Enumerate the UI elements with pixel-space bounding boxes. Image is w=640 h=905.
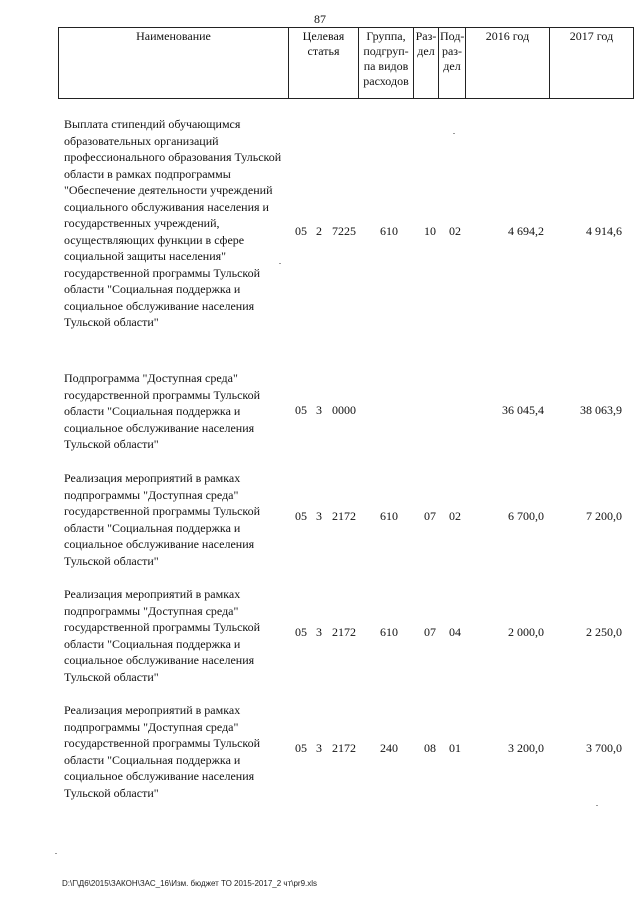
target-code-subprogram: 3 [316,741,322,755]
row-name: Реализация мероприятий в рамках подпрограммы "Доступная среда" государственной программы Тульской области "Социальная поддержка и социальное обслуживание населения Тульской области" [64,587,261,684]
target-code-subprogram: 2 [316,224,322,238]
value-2016: 2 000,0 [508,625,544,639]
page-number: 87 [314,12,326,26]
target-code-program: 05 [295,224,307,238]
row-name: Реализация мероприятий в рамках подпрограммы "Доступная среда" государственной программы Тульской области "Социальная поддержка и социальное обслуживание населения Тульской области" [64,703,261,800]
header-subsection: Под-раз-дел [439,28,466,99]
value-2017: 4 914,6 [586,224,622,238]
row-name: Реализация мероприятий в рамках подпрограммы "Доступная среда" государственной программы Тульской области "Социальная поддержка и социальное обслуживание населения Тульской области" [64,471,261,568]
expense-group: 610 [380,224,398,238]
section-code: 07 [424,625,436,639]
table-header [58,27,634,99]
target-code-direction: 0000 [332,403,356,417]
header-name: Наименование [59,28,289,99]
target-code-subprogram: 3 [316,625,322,639]
target-code-program: 05 [295,741,307,755]
scan-speck [453,133,455,134]
value-2016: 6 700,0 [508,509,544,523]
subsection-code: 02 [449,509,461,523]
target-code-direction: 2172 [332,509,356,523]
value-2016: 4 694,2 [508,224,544,238]
target-code-program: 05 [295,509,307,523]
target-code-subprogram: 3 [316,403,322,417]
value-2017: 7 200,0 [586,509,622,523]
header-year-2017: 2017 год [550,28,634,99]
target-code-program: 05 [295,625,307,639]
scan-speck [279,263,281,264]
section-code: 07 [424,509,436,523]
header-section: Раз-дел [414,28,439,99]
scan-speck [596,805,598,806]
row-name: Выплата стипендий обучающимся образовательных организаций профессионального образования Тульской области в рамках подпрограммы "Обеспечение деятельности учреждений социального обслуживания населения и государственных учреждений, осуществляющих функции в сфере социальной защиты населения" государственной программы Тульской области "Социальная поддержка и социальное обслуживание населения Тульской области" [64,117,282,329]
header-expense-group: Группа, подгруп-па видов расходов [359,28,414,99]
value-2017: 38 063,9 [580,403,622,417]
header-year-2016: 2016 год [466,28,550,99]
expense-group: 610 [380,509,398,523]
expense-group: 610 [380,625,398,639]
expense-group: 240 [380,741,398,755]
target-code-direction: 2172 [332,625,356,639]
row-name: Подпрограмма "Доступная среда" государственной программы Тульской области "Социальная поддержка и социальное обслуживание населения Тульской области" [64,371,261,451]
target-code-subprogram: 3 [316,509,322,523]
subsection-code: 01 [449,741,461,755]
scan-speck [55,853,57,854]
section-code: 10 [424,224,436,238]
value-2016: 36 045,4 [502,403,544,417]
value-2016: 3 200,0 [508,741,544,755]
value-2017: 2 250,0 [586,625,622,639]
section-code: 08 [424,741,436,755]
header-target-article: Целевая статья [289,28,359,99]
target-code-direction: 2172 [332,741,356,755]
target-code-program: 05 [295,403,307,417]
subsection-code: 02 [449,224,461,238]
subsection-code: 04 [449,625,461,639]
file-path-footer: D:\Г\Д6\2015\ЗАКОН\ЗАС_16\Изм. бюджет ТО 2015-2017_2 чт\pr9.xls [62,879,318,888]
target-code-direction: 7225 [332,224,356,238]
value-2017: 3 700,0 [586,741,622,755]
